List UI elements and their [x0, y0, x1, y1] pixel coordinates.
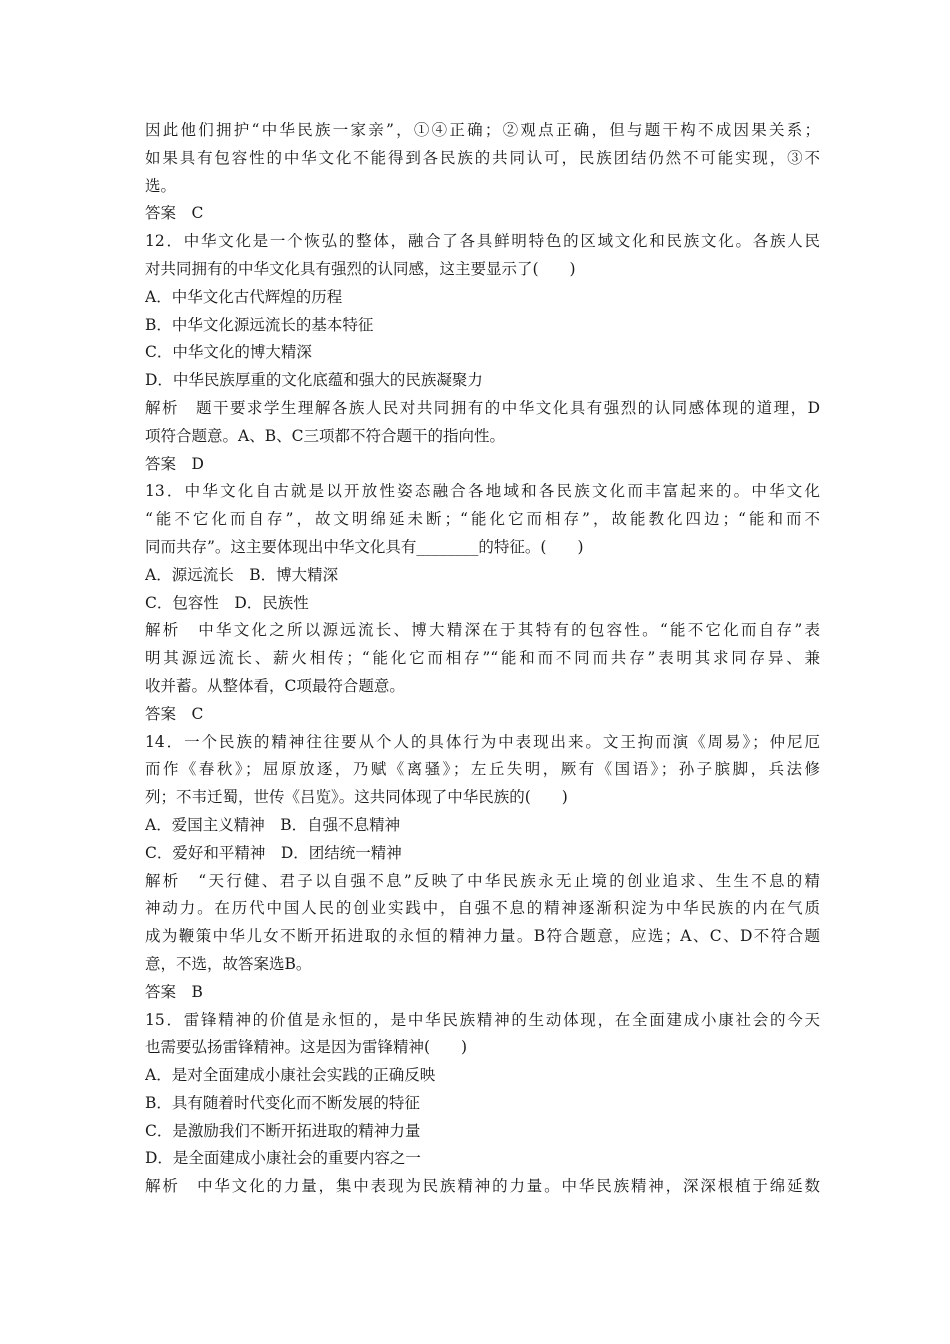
text-line: 解析 中华文化的力量，集中表现为民族精神的力量。中华民族精神，深深根植于绵延数 — [145, 1177, 820, 1196]
text-line: A．中华文化古代辉煌的历程 — [145, 287, 343, 306]
text-line: 也需要弘扬雷锋精神。这是因为雷锋精神( ) — [145, 1038, 468, 1057]
text-line: D．是全面建成小康社会的重要内容之一 — [145, 1149, 421, 1168]
text-line: 如果具有包容性的中华文化不能得到各民族的共同认可，民族团结仍然不可能实现，③不 — [145, 148, 820, 167]
text-line: C．爱好和平精神 D．团结统一精神 — [145, 843, 402, 862]
text-line: 解析 题干要求学生理解各族人民对共同拥有的中华文化具有强烈的认同感体现的道理，D — [145, 398, 820, 417]
document-page — [145, 117, 820, 1201]
text-line: 选。 — [145, 176, 177, 195]
text-line: 13．中华文化自古就是以开放性姿态融合各地域和各民族文化而丰富起来的。中华文化 — [145, 482, 820, 501]
text-line: 而作《春秋》；屈原放逐，乃赋《离骚》；左丘失明，厥有《国语》；孙子膑脚，兵法修 — [145, 760, 820, 779]
text-line: 15．雷锋精神的价值是永恒的，是中华民族精神的生动体现，在全面建成小康社会的今天 — [145, 1010, 820, 1029]
text-line: C．是激励我们不断开拓进取的精神力量 — [145, 1121, 421, 1140]
text-line: B．具有随着时代变化而不断发展的特征 — [145, 1093, 420, 1112]
text-line: B．中华文化源远流长的基本特征 — [145, 315, 374, 334]
text-line: 对共同拥有的中华文化具有强烈的认同感，这主要显示了( ) — [145, 259, 576, 278]
text-line: C．中华文化的博大精深 — [145, 343, 312, 362]
text-line: 成为鞭策中华儿女不断开拓进取的永恒的精神力量。B符合题意，应选；A、C、D不符合题 — [145, 927, 820, 946]
text-line: 解析 “天行健、君子以自强不息”反映了中华民族永无止境的创业追求、生生不息的精 — [145, 871, 820, 890]
text-line: 14．一个民族的精神往往要从个人的具体行为中表现出来。文王拘而演《周易》；仲尼厄 — [145, 732, 820, 751]
text-line: D．中华民族厚重的文化底蕴和强大的民族凝聚力 — [145, 371, 483, 390]
text-line: 项符合题意。A、B、C三项都不符合题干的指向性。 — [145, 426, 505, 445]
text-line: A．源远流长 B．博大精深 — [145, 565, 339, 584]
text-line: A．是对全面建成小康社会实践的正确反映 — [145, 1066, 436, 1085]
text-line: 答案 C — [145, 204, 204, 223]
text-line: 12．中华文化是一个恢弘的整体，融合了各具鲜明特色的区域文化和民族文化。各族人民 — [145, 232, 820, 251]
text-line: 明其源远流长、薪火相传；“能化它而相存”“能和而不同而共存”表明其求同存异、兼 — [145, 649, 820, 668]
text-line: 收并蓄。从整体看，C项最符合题意。 — [145, 676, 405, 695]
text-line: 解析 中华文化之所以源远流长、博大精深在于其特有的包容性。“能不它化而自存”表 — [145, 621, 820, 640]
text-line: “能不它化而自存”，故文明绵延未断；“能化它而相存”，故能教化四边；“能和而不 — [145, 510, 820, 529]
text-line: 答案 B — [145, 982, 203, 1001]
text-line: 答案 D — [145, 454, 204, 473]
text-line: 意，不选，故答案选B。 — [145, 954, 312, 973]
text-line: A．爱国主义精神 B．自强不息精神 — [145, 815, 401, 834]
text-line: 同而共存”。这主要体现出中华文化具有________的特征。( ) — [145, 537, 584, 556]
text-line: 因此他们拥护“中华民族一家亲”，①④正确；②观点正确，但与题干构不成因果关系； — [145, 121, 820, 139]
text-line: C．包容性 D．民族性 — [145, 593, 309, 612]
text-line: 列；不韦迁蜀，世传《吕览》。这共同体现了中华民族的( ) — [145, 788, 568, 807]
text-line: 答案 C — [145, 704, 204, 723]
text-line: 神动力。在历代中国人民的创业实践中，自强不息的精神逐渐积淀为中华民族的内在气质 — [145, 899, 820, 918]
